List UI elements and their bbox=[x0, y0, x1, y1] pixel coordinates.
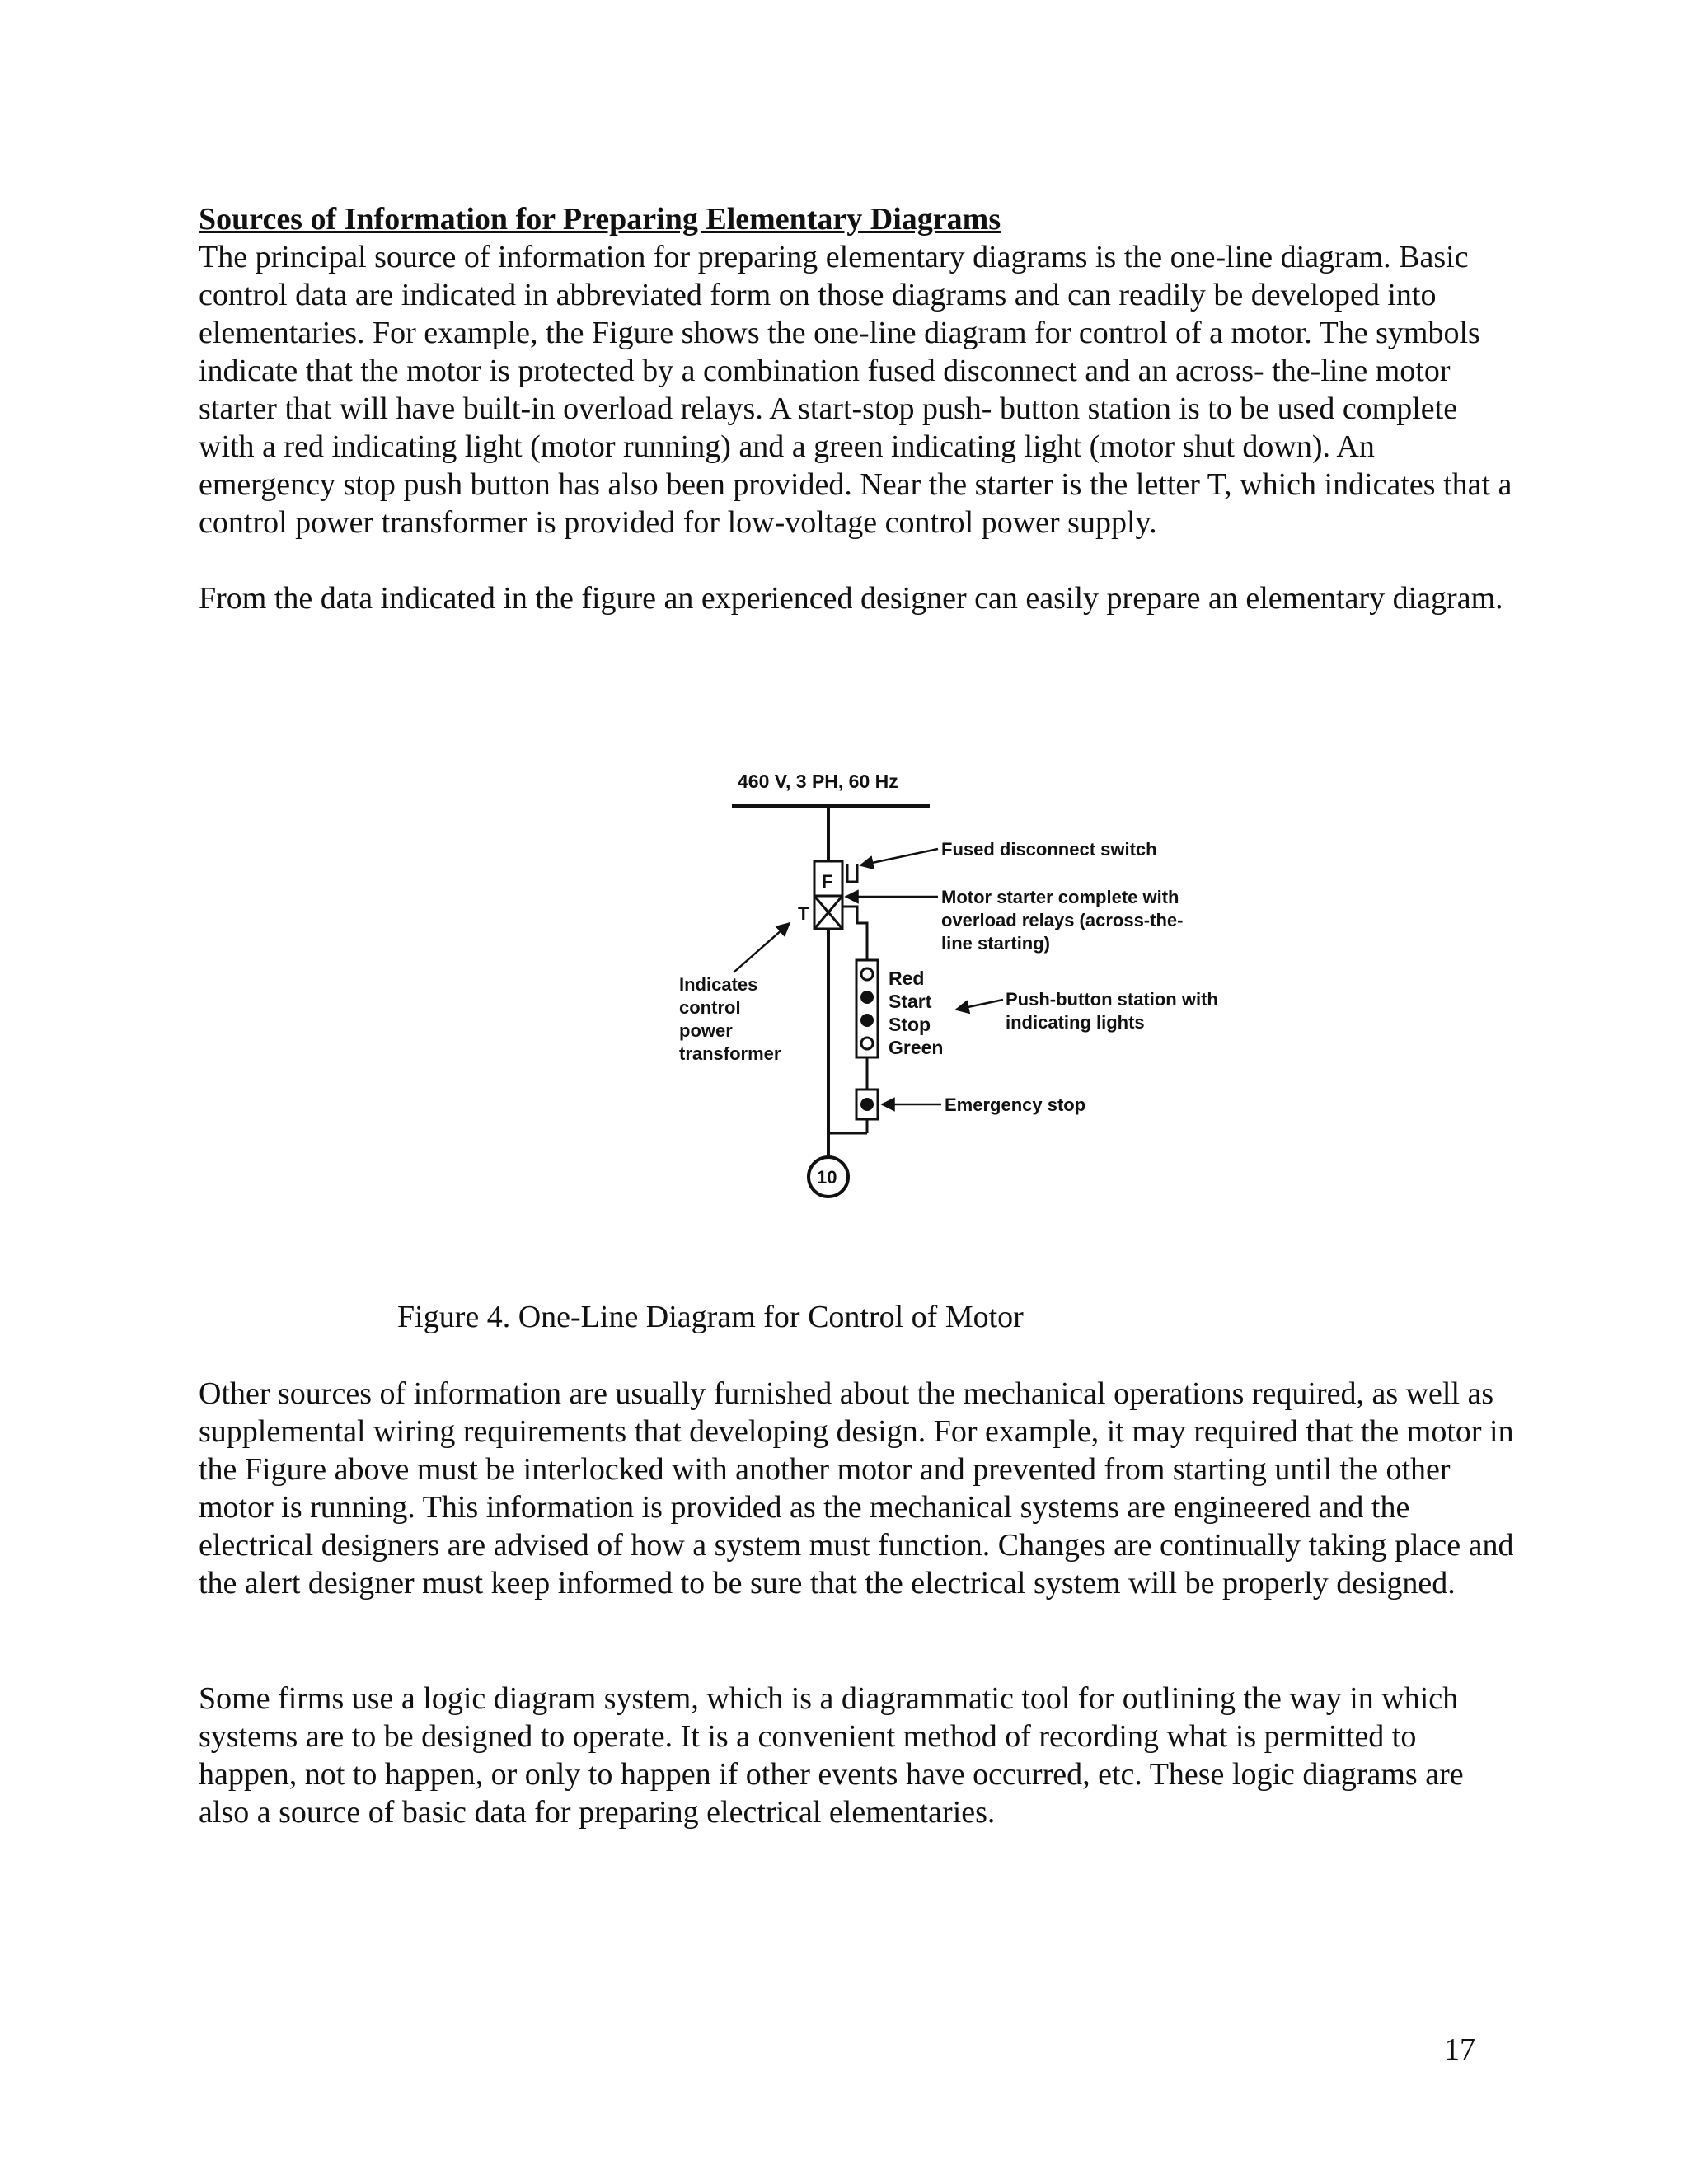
transformer-label-1: Indicates bbox=[679, 974, 758, 995]
emergency-stop-label: Emergency stop bbox=[945, 1094, 1086, 1115]
motor-starter-label-2: overload relays (across-the- bbox=[941, 910, 1184, 930]
pushbutton-arrow bbox=[956, 1000, 1003, 1010]
transformer-label-4: transformer bbox=[679, 1043, 781, 1064]
paragraph-other-sources: Other sources of information are usually furnished about the mechanical operations required, as well as supplemental wiring requirements that developing design. For example, it may required that the motor in the Figure above must be interlocked with another motor and prevented from starting until the other motor is running. This information is provided as the mechanical systems are engineered and the electrical designers are advised of how a system must function. Changes are continually taking place and the alert designer must keep informed to be sure that the electrical system will be properly designed. bbox=[199, 1376, 1514, 1601]
light-red-label: Red bbox=[889, 968, 925, 989]
red-light-symbol bbox=[861, 968, 873, 980]
pushbutton-label-2: indicating lights bbox=[1006, 1012, 1145, 1033]
one-line-diagram bbox=[643, 758, 1286, 1220]
fused-disconnect-label: Fused disconnect switch bbox=[941, 839, 1157, 860]
page-number: 17 bbox=[1444, 2032, 1475, 2067]
motor-number: 10 bbox=[817, 1167, 837, 1188]
transformer-label-2: control bbox=[679, 997, 741, 1018]
transformer-arrow bbox=[734, 923, 790, 972]
stop-button-symbol bbox=[860, 1014, 874, 1027]
one-line-diagram-figure bbox=[643, 758, 1286, 1220]
fuse-letter: F bbox=[822, 871, 833, 892]
motor-starter-label-1: Motor starter complete with bbox=[941, 887, 1179, 907]
fused-disconnect-arrow bbox=[860, 849, 938, 865]
fuse-switch-symbol bbox=[847, 864, 857, 882]
control-branch bbox=[842, 907, 867, 960]
paragraph-logic-diagrams: Some firms use a logic diagram system, which is a diagrammatic tool for outlining the way in which systems are to be designed to operate. It is a convenient method of recording what is permitted to happen, not to happen, or only to happen if other events have occurred, etc. These logic diagrams are also a source of basic data for preparing electrical elementaries. bbox=[199, 1681, 1464, 1830]
supply-label: 460 V, 3 PH, 60 Hz bbox=[738, 771, 898, 792]
figure-caption: Figure 4. One-Line Diagram for Control of Motor bbox=[397, 1300, 1024, 1334]
pushbutton-label-1: Push-button station with bbox=[1006, 989, 1218, 1010]
emergency-stop-button-symbol bbox=[860, 1098, 874, 1111]
green-light-symbol bbox=[861, 1038, 873, 1049]
transformer-label-3: power bbox=[679, 1020, 733, 1041]
transformer-letter: T bbox=[798, 903, 809, 924]
paragraph-intro: The principal source of information for preparing elementary diagrams is the one-line diagram. Basic control data are indicated in abbreviated form on those diagrams and can readily be developed into elementaries. For example, the Figure shows the one-line diagram for control of a motor. The symbols indicate that the motor is protected by a combination fused disconnect and an across- the-line motor starter that will have built-in overload relays. A start-stop push- button station is to be used complete with a red indicating light (motor running) and a green indicating light (motor shut down). An emergency stop push button has also been provided. Near the starter is the letter T, which indicates that a control power transformer is provided for low-voltage control power supply. bbox=[199, 240, 1512, 540]
motor-starter-label-3: line starting) bbox=[941, 933, 1051, 954]
start-button-symbol bbox=[860, 991, 874, 1004]
button-stop-label: Stop bbox=[889, 1014, 931, 1035]
button-start-label: Start bbox=[889, 991, 932, 1012]
light-green-label: Green bbox=[889, 1037, 944, 1058]
paragraph-intro-continued: From the data indicated in the figure an experienced designer can easily prepare an elementary diagram. bbox=[199, 581, 1503, 616]
section-heading: Sources of Information for Preparing Elementary Diagrams bbox=[199, 202, 1001, 237]
